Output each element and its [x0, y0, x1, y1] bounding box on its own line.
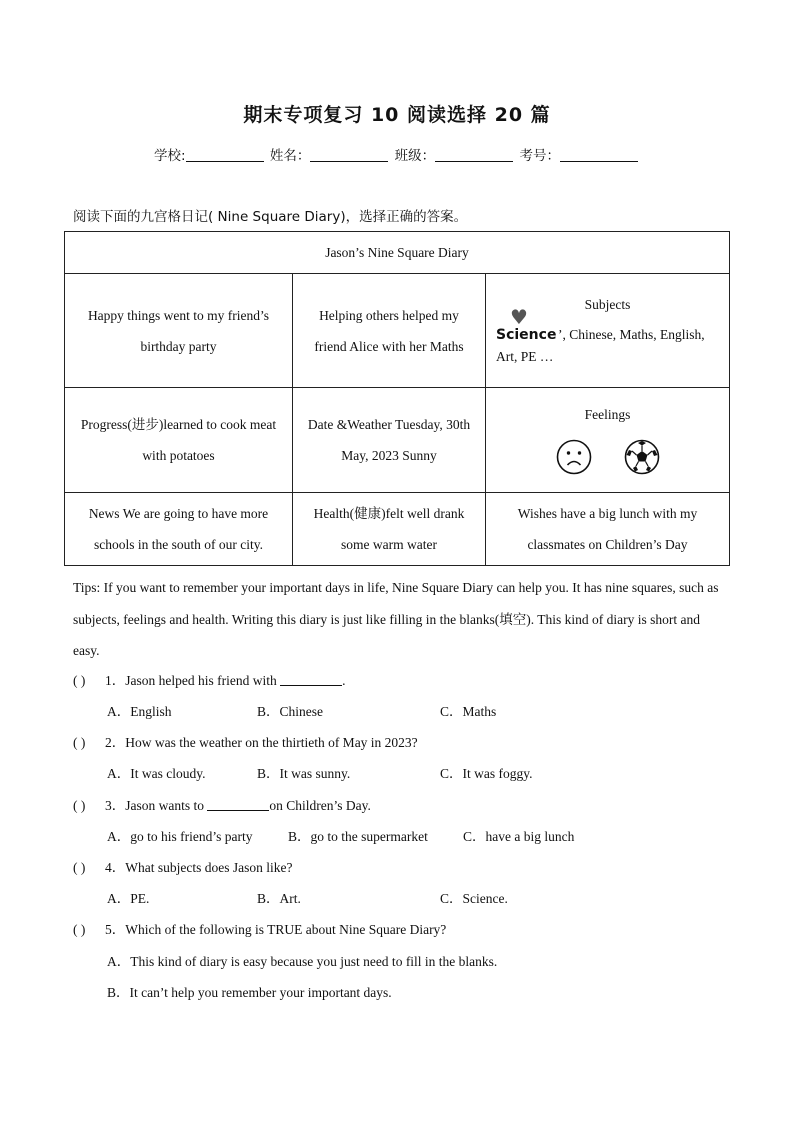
question-3 — [73, 794, 371, 814]
instruction: 阅读下面的九宫格日记( Nine Square Diary)，选择正确的答案。 — [73, 209, 468, 225]
question-1-text-end: . — [342, 673, 346, 688]
q5-option-a[interactable]: A．This kind of diary is easy because you just need to fill in the blanks. — [107, 954, 498, 969]
question-2 — [73, 731, 418, 751]
student-info-line — [0, 144, 794, 164]
number-blank[interactable] — [560, 147, 638, 162]
cell-health: Health(健康)felt well drank some warm water — [293, 493, 486, 566]
sad-face-icon — [556, 439, 592, 475]
fill-blank-1[interactable] — [280, 673, 342, 686]
diary-header: Jason’s Nine Square Diary — [65, 232, 730, 274]
tips-paragraph: Tips: If you want to remember your important days in life, Nine Square Diary can help you. It has nine squares, such as subjects, feelings and health. Writing this diary is just like filling in the blanks(填空). This kind of diary is short and easy. — [73, 580, 719, 658]
science-label: Science — [496, 326, 557, 343]
cell-feelings — [486, 388, 730, 493]
q1-option-b[interactable]: B．Chinese — [257, 704, 323, 719]
number-label: 考号： — [519, 148, 560, 164]
q2-option-c[interactable]: C．It was foggy. — [440, 766, 533, 781]
cell-happy: Happy things went to my friend’s birthday party — [65, 274, 293, 388]
answer-blank-2[interactable]: ( ) — [73, 735, 86, 750]
question-3-text-end: on Children’s Day. — [269, 798, 371, 813]
school-label: 学校: — [154, 148, 186, 164]
heart-icon: ♥ — [510, 304, 528, 329]
question-4 — [73, 856, 292, 876]
name-blank[interactable] — [310, 147, 388, 162]
question-4-text: 4．What subjects does Jason like? — [105, 860, 293, 875]
q2-option-b[interactable]: B．It was sunny. — [257, 766, 351, 781]
school-blank[interactable] — [186, 147, 264, 162]
q1-option-c[interactable]: C．Maths — [440, 704, 497, 719]
q3-option-a[interactable]: A．go to his friend’s party — [107, 829, 253, 844]
class-blank[interactable] — [435, 147, 513, 162]
cell-progress: Progress(进步)learned to cook meat with potatoes — [65, 388, 293, 493]
question-5-text: 5．Which of the following is TRUE about Nine Square Diary? — [105, 922, 447, 937]
cell-helping: Helping others helped my friend Alice with her Maths — [293, 274, 486, 388]
q1-option-a[interactable]: A．English — [107, 704, 172, 719]
name-label: 姓名： — [269, 148, 311, 164]
answer-blank-4[interactable]: ( ) — [73, 860, 86, 875]
q3-option-c[interactable]: C．have a big lunch — [463, 829, 575, 844]
question-1 — [73, 669, 345, 689]
question-2-text: 2．How was the weather on the thirtieth of May in 2023? — [105, 735, 418, 750]
class-label: 班级： — [394, 148, 436, 164]
q4-option-b[interactable]: B．Art. — [257, 891, 301, 906]
nine-square-diary-table — [64, 231, 730, 566]
cell-wishes: Wishes have a big lunch with my classmates on Children’s Day — [486, 493, 730, 566]
cell-news: News We are going to have more schools in the south of our city. — [65, 493, 293, 566]
q5-option-b[interactable]: B．It can’t help you remember your important days. — [107, 985, 392, 1000]
question-1-text: 1．Jason helped his friend with — [105, 673, 281, 688]
cell-date-weather: Date &Weather Tuesday, 30th May, 2023 Sunny — [293, 388, 486, 493]
page-title: 期末专项复习 10 阅读选择 20 篇 — [243, 104, 551, 126]
question-3-text: 3．Jason wants to — [105, 798, 208, 813]
q4-option-c[interactable]: C．Science. — [440, 891, 508, 906]
science-heart — [496, 304, 558, 346]
q2-option-a[interactable]: A．It was cloudy. — [107, 766, 206, 781]
answer-blank-5[interactable]: ( ) — [73, 922, 86, 937]
subjects-title: Subjects — [584, 296, 631, 312]
q3-option-b[interactable]: B．go to the supermarket — [288, 829, 428, 844]
q4-option-a[interactable]: A．PE. — [107, 891, 150, 906]
question-5 — [73, 918, 446, 938]
feelings-title: Feelings — [584, 407, 631, 422]
fill-blank-3[interactable] — [207, 798, 269, 811]
answer-blank-1[interactable]: ( ) — [73, 673, 86, 688]
soccer-ball-icon — [624, 439, 660, 475]
subjects-list: ’, Chinese, Maths, English, Art, PE … — [496, 326, 705, 364]
cell-subjects — [486, 274, 730, 388]
answer-blank-3[interactable]: ( ) — [73, 798, 86, 813]
